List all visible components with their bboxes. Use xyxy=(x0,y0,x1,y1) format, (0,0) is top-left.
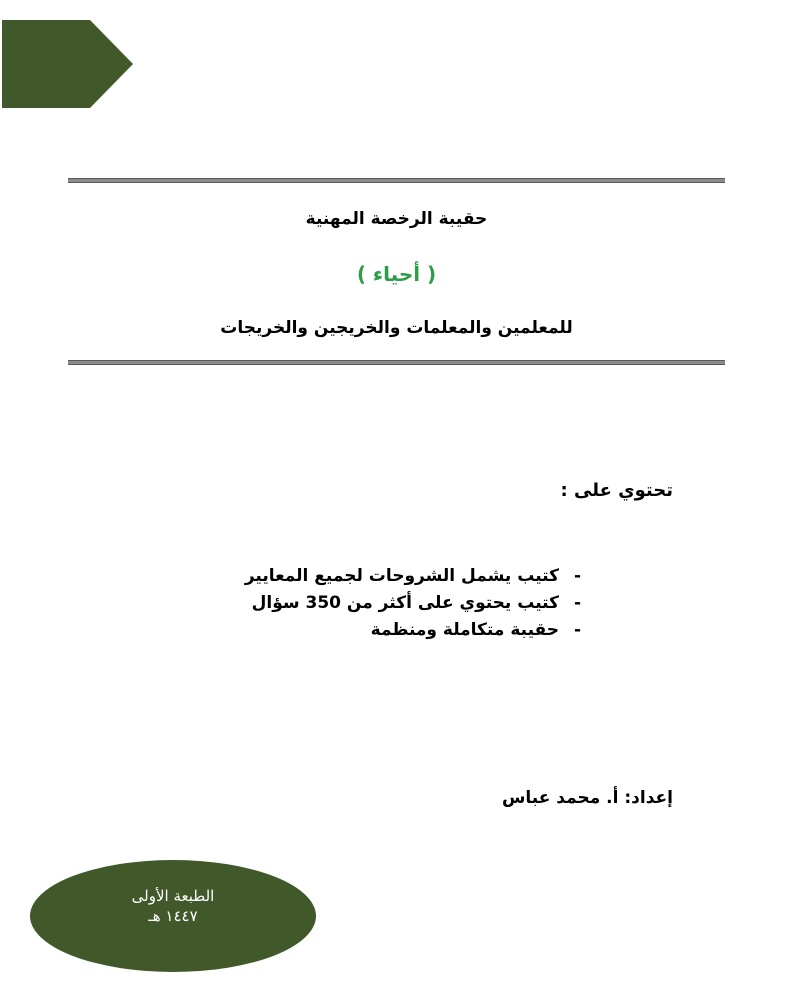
bottom-divider-rule xyxy=(68,360,725,365)
author-credit: إعداد: أ. محمد عباس xyxy=(501,788,673,808)
subject-label: ( أحياء ) xyxy=(356,262,437,286)
feature-text: كتيب يحتوي على أكثر من 350 سؤال xyxy=(251,593,559,613)
bullet-dash: - xyxy=(573,620,581,640)
list-item xyxy=(245,563,581,590)
audience-line: للمعلمين والمعلمات والخريجين والخريجات xyxy=(220,318,573,338)
edition-year: ١٤٤٧ هـ xyxy=(148,907,198,925)
contents-heading: تحتوي على : xyxy=(560,480,673,501)
list-item xyxy=(245,617,581,644)
edition-label: الطبعة الأولى xyxy=(131,887,215,905)
corner-arrow-shape xyxy=(2,20,133,108)
document-title: حقيبة الرخصة المهنية xyxy=(305,209,488,229)
features-list xyxy=(245,563,581,644)
feature-text: كتيب يشمل الشروحات لجميع المعايير xyxy=(244,566,559,586)
bullet-dash: - xyxy=(573,593,581,613)
feature-text: حقيبة متكاملة ومنظمة xyxy=(370,620,559,640)
list-item xyxy=(245,590,581,617)
top-divider-rule xyxy=(68,178,725,183)
edition-badge xyxy=(30,860,316,972)
bullet-dash: - xyxy=(573,566,581,586)
